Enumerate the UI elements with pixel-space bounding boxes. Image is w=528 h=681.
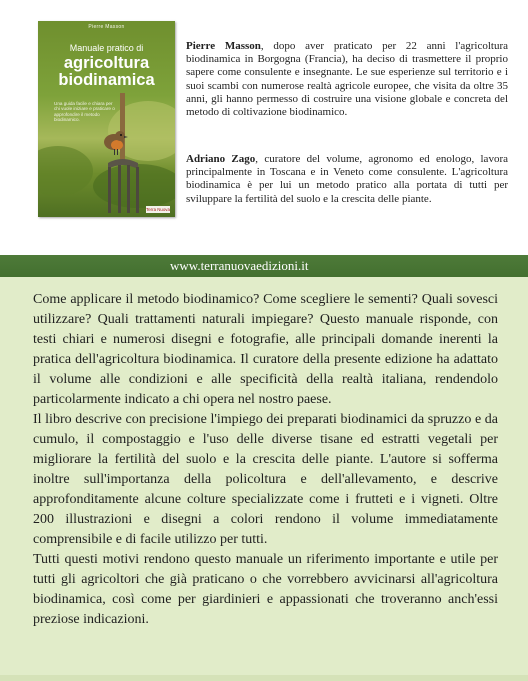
paragraph: Tutti questi motivi rendono questo manuale un riferimento importante e utile per tutti gli agricoltori che già praticano o che vorrebbero avvicinarsi all'agricoltura biodinamica, così come per giardinieri e appassionati che troveranno anch'essi preziose indicazioni. xyxy=(33,552,498,627)
website-url[interactable]: www.terranuovaedizioni.it xyxy=(170,258,309,273)
bio-text: , curatore del volume, agronomo ed enologo, lavora principalmente in Toscana e in Veneto come consulente. L'agricoltura biodinamica è per lui un metodo pratico alla portata di tutti per sviluppare la fertilità del suolo e la crescita delle piante. xyxy=(186,153,508,205)
cover-author: Pierre Masson xyxy=(88,24,125,30)
top-section xyxy=(0,0,528,255)
description-section xyxy=(0,277,528,681)
cover-title-line1: agricoltura xyxy=(63,54,150,72)
curator-bio xyxy=(186,153,508,206)
cover-title-line2: biodinamica xyxy=(58,71,155,89)
cover-subtitle: Manuale pratico di xyxy=(69,43,144,53)
paragraph: Il libro descrive con precisione l'impiego dei preparati biodinamici da spruzzo e da cumulo, il compostaggio e l'uso delle diverse tisane ed estratti vegetali per migliorare la fertilità del suolo e la crescita delle piante. L'autore si sofferma inoltre sull'importanza della policoltura e dell'allevamento, e descrive approfonditamente alcune colture specializzate come i frutteti e i vigneti. Oltre 200 illustrazioni e disegni a colori rendono il volume immediatamente comprensibile e di facile utilizzo per tutti. xyxy=(33,412,498,547)
book-cover xyxy=(38,21,175,217)
bio-name: Adriano Zago xyxy=(186,153,256,165)
bottom-divider xyxy=(0,675,528,681)
cover-blurb: Una guida facile e chiara per chi vuole iniziare e praticare o approfondire il metodo biodinamico. xyxy=(54,101,115,123)
paragraph: Come applicare il metodo biodinamico? Come scegliere le sementi? Quali sovesci utilizzare? Quali trattamenti naturali impiegare? Questo manuale risponde, con testi chiari e numerosi disegni e fotografie, alle principali domande inerenti la pratica dell'agricoltura biodinamica. Il curatore della presente edizione ha adattato il volume alle condizioni e alle specificità della realtà italiana, rendendolo particolarmente indicato a chi opera nel nostro paese. xyxy=(33,292,498,407)
author-bio xyxy=(186,40,508,119)
description-text xyxy=(33,290,498,630)
website-band xyxy=(0,255,528,277)
bio-name: Pierre Masson xyxy=(186,40,261,52)
bio-text: , dopo aver praticato per 22 anni l'agricoltura biodinamica in Borgogna (Francia), ha deciso di trasmettere il proprio sapere come consulente e insegnante. Le sue esperienze sul territorio e i suoi scambi con numerose realtà agricole europee, che visita da oltre 35 anni, gli hanno permesso di costruire una visione globale e concreta del metodo di coltivazione biodinamico. xyxy=(186,40,508,119)
cover-title xyxy=(42,55,171,89)
publisher-logo: Terra Nuova xyxy=(146,207,170,212)
